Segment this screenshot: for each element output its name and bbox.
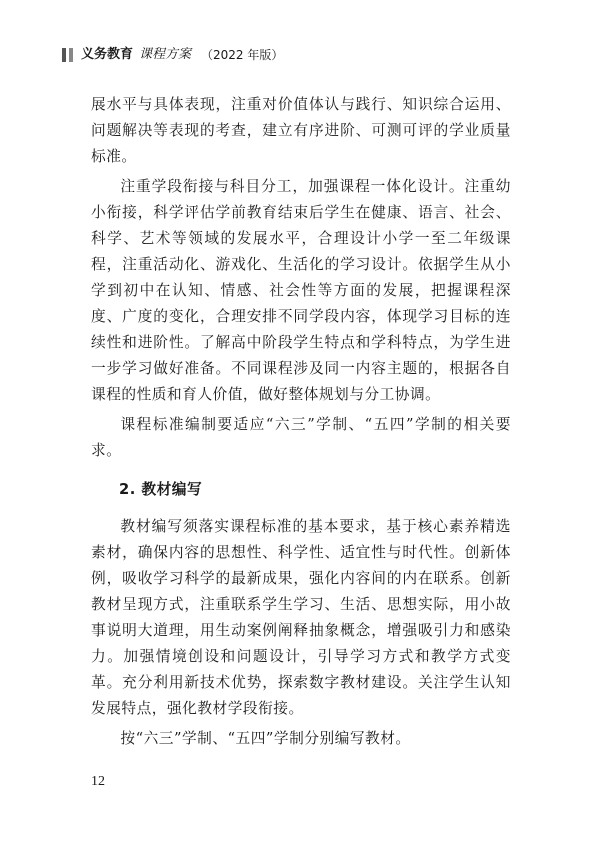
header-title: 义务教育 — [81, 47, 134, 62]
paragraph-textbook-writing: 教材编写须落实课程标准的基本要求，基于核心素养精选素材，确保内容的思想性、科学性、适宜性与时代性。创新体例，吸收学习科学的最新成果，强化内容间的内在联系。创新教材呈现方式，注重联系学生学习、生活、思想实际，用小故事说明大道理，用生动案例阐释抽象概念，增强吸引力和感染力。加强情境创设和问题设计，引导学习方式和教学方式变革。充分利用新技术优势，探索数字教材建设。关注学生认知发展特点，强化教材学段衔接。 — [91, 518, 511, 717]
header-subtitle: 课程方案 — [139, 47, 192, 62]
section-heading-textbook: 2. 教材编写 — [119, 481, 203, 498]
running-header — [62, 46, 283, 64]
page-body — [91, 92, 511, 756]
paragraph-textbook-system: 按“六三”学制、“五四”学制分别编写教材。 — [120, 730, 411, 747]
paragraph-stage-articulation: 注重学段衔接与科目分工，加强课程一体化设计。注重幼小衔接，科学评估学前教育结束后学生在健康、语言、社会、科学、艺术等领域的发展水平，合理设计小学一至二年级课程，注重活动化、游戏化、生活化的学习设计。依据学生从小学到初中在认知、情感、社会性等方面的发展，把握课程深度、广度的变化，合理安排不同学段内容，体现学习目标的连续性和进阶性。了解高中阶段学生特点和学科特点，为学生进一步学习做好准备。不同课程涉及同一内容主题的，根据各自课程的性质和育人价值，做好整体规划与分工协调。 — [91, 178, 511, 403]
paragraph-continuation: 展水平与具体表现，注重对价值体认与践行、知识综合运用、问题解决等表现的考查，建立有序进阶、可测可评的学业质量标准。 — [91, 96, 511, 165]
paragraph-school-system: 课程标准编制要适应“六三”学制、“五四”学制的相关要求。 — [91, 416, 511, 459]
header-bars-icon — [62, 48, 73, 62]
header-edition: （2022 年版） — [201, 48, 284, 62]
page-number: 12 — [91, 774, 105, 789]
